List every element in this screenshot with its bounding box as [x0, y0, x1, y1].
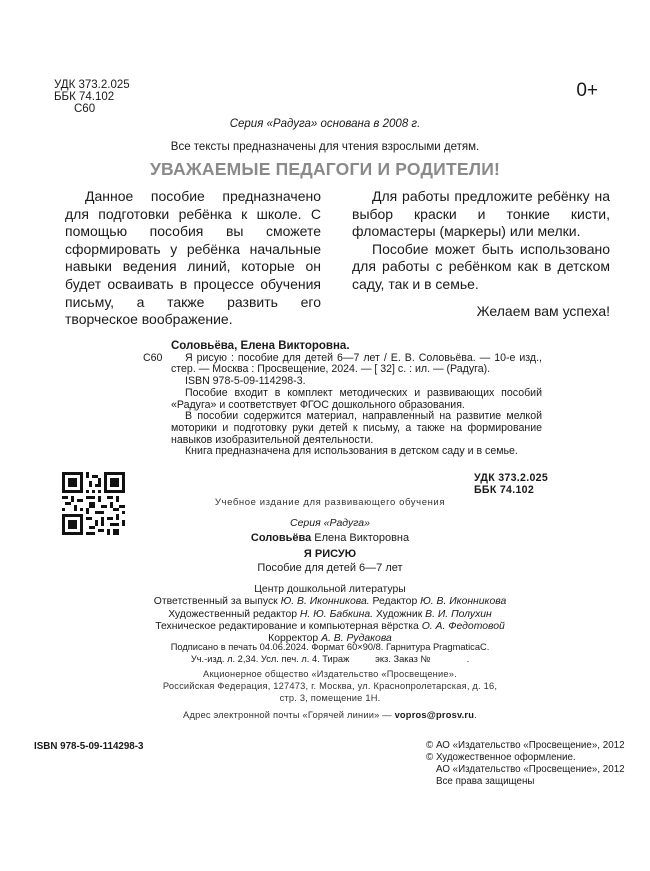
- author-code: С60: [74, 103, 96, 115]
- book-title: Я РИСУЮ: [303, 548, 357, 560]
- credit-name: А. В. Рудакова: [321, 633, 392, 645]
- email-label: Адрес электронной почты «Горячей линии» —: [183, 710, 392, 720]
- copyright-line: © Художественное оформление.: [426, 752, 576, 763]
- credit-label: Ответственный за выпуск: [153, 596, 278, 608]
- series-note: Серия «Радуга» основана в 2008 г.: [229, 118, 421, 130]
- biblio-paragraph: Книга предназначена для использования в детском саду и в семье.: [185, 445, 518, 458]
- biblio-description: Я рисую : пособие для детей 6—7 лет / Е. В. Соловьёва. — 10-е изд., стер. — Москва : Просвещение, 2024. — [ 32] с. : ил. — (Радуга).: [171, 351, 542, 376]
- copyright-line: АО «Издательство «Просвещение», 2012: [436, 764, 625, 775]
- credit-name: О. А. Федотовой: [421, 620, 505, 632]
- intro-paragraph: Пособие может быть использовано для работы с ребёнком как в детском саду, так и в семье.: [352, 240, 610, 292]
- biblio-isbn: ISBN 978-5-09-114298-3.: [185, 375, 306, 388]
- wish-text: Желаем вам успеха!: [476, 302, 610, 319]
- biblio-code: С60: [143, 351, 163, 364]
- biblio-paragraph: Пособие входит в комплект методических и развивающих пособий «Радуга» и соответствует ФГОС дошкольного образования.: [171, 386, 542, 411]
- page-heading: УВАЖАЕМЫЕ ПЕДАГОГИ И РОДИТЕЛИ!: [149, 159, 501, 179]
- copyright-line: © АО «Издательство «Просвещение», 2012: [426, 740, 625, 751]
- print-info: [150, 641, 510, 665]
- imprint-author: [150, 532, 510, 544]
- print-line: Подписано в печать 04.06.2024. Формат 60×90/8. Гарнитура PragmaticaC.: [170, 642, 490, 652]
- email-end: .: [474, 710, 477, 720]
- age-rating: 0+: [576, 80, 598, 101]
- copyright-block: [426, 740, 625, 788]
- print-line: Уч.-изд. л. 2,34. Усл. печ. л. 4. Тираж экз. Заказ № .: [190, 654, 470, 664]
- adult-note: Все тексты предназначены для чтения взрослыми детям.: [170, 141, 480, 153]
- publisher-info: [150, 668, 510, 705]
- rights-reserved: Все права защищены: [436, 776, 535, 787]
- intro-left-column: [65, 188, 321, 329]
- publisher-line: Российская Федерация, 127473, г. Москва, ул. Краснопролетарская, д. 16,: [162, 681, 498, 692]
- author-surname: Соловьёва: [250, 532, 312, 544]
- qr-code-icon: [62, 472, 125, 535]
- book-subtitle: Пособие для детей 6—7 лет: [257, 562, 403, 574]
- classification-codes: [54, 79, 130, 115]
- intro-right-column: [352, 188, 610, 320]
- edition-type: Учебное издание для развивающего обучения: [214, 497, 446, 508]
- credit-name: В. И. Полухин: [425, 608, 492, 620]
- bbk-code: ББК 74.102: [474, 484, 535, 496]
- biblio-paragraph: В пособии содержится материал, направленный на развитие мелкой моторики и подготовку руки детей к письму, а также на формирование навыков изобразительной деятельности.: [171, 410, 542, 446]
- biblio-classification: [474, 472, 548, 496]
- hotline-email: [150, 710, 510, 720]
- bbk-code: ББК 74.102: [54, 91, 115, 103]
- isbn: ISBN 978-5-09-114298-3: [34, 741, 144, 752]
- biblio-description-row: [143, 351, 542, 376]
- credit-name: Ю. В. Иконникова.: [280, 596, 370, 608]
- publisher-line: стр. 3, помещение 1Н.: [279, 693, 381, 704]
- center-name: Центр дошкольной литературы: [254, 584, 406, 595]
- credit-name: Н. Ю. Бабкина.: [299, 608, 374, 620]
- bibliographic-record: [143, 340, 542, 458]
- credit-label: Техническое редактирование и компьютерная вёрстка: [155, 620, 419, 632]
- credit-label: Редактор: [372, 596, 418, 608]
- credit-line: [150, 621, 510, 633]
- credit-label: Художник: [375, 608, 423, 620]
- credit-label: Корректор: [268, 633, 319, 645]
- udk-code: УДК 373.2.025: [54, 79, 130, 91]
- credit-line: [150, 609, 510, 621]
- imprint-series: Серия «Радуга»: [290, 517, 370, 529]
- publisher-line: Акционерное общество «Издательство «Просвещение».: [203, 669, 457, 679]
- biblio-author: Соловьёва, Елена Викторовна.: [171, 340, 350, 352]
- author-name: Елена Викторовна: [314, 532, 410, 544]
- udk-code: УДК 373.2.025: [474, 472, 549, 484]
- credits: [150, 584, 510, 645]
- intro-paragraph: Данное пособие предназначено для подготовки ребёнка к школе. С помощью пособия вы сможете сформировать у ребёнка начальные навыки ведения линий, которые он будет осваивать в процессе обучения письму, а также развить его творческое воображение.: [65, 188, 321, 328]
- credit-name: Ю. В. Иконникова: [420, 596, 507, 608]
- credit-line: [150, 596, 510, 608]
- intro-paragraph: Для работы предложите ребёнку на выбор краски и тонкие кисти, фломастеры (маркеры) или мелки.: [352, 188, 610, 240]
- credit-label: Художественный редактор: [168, 608, 298, 620]
- email-link[interactable]: vopros@prosv.ru: [394, 710, 475, 720]
